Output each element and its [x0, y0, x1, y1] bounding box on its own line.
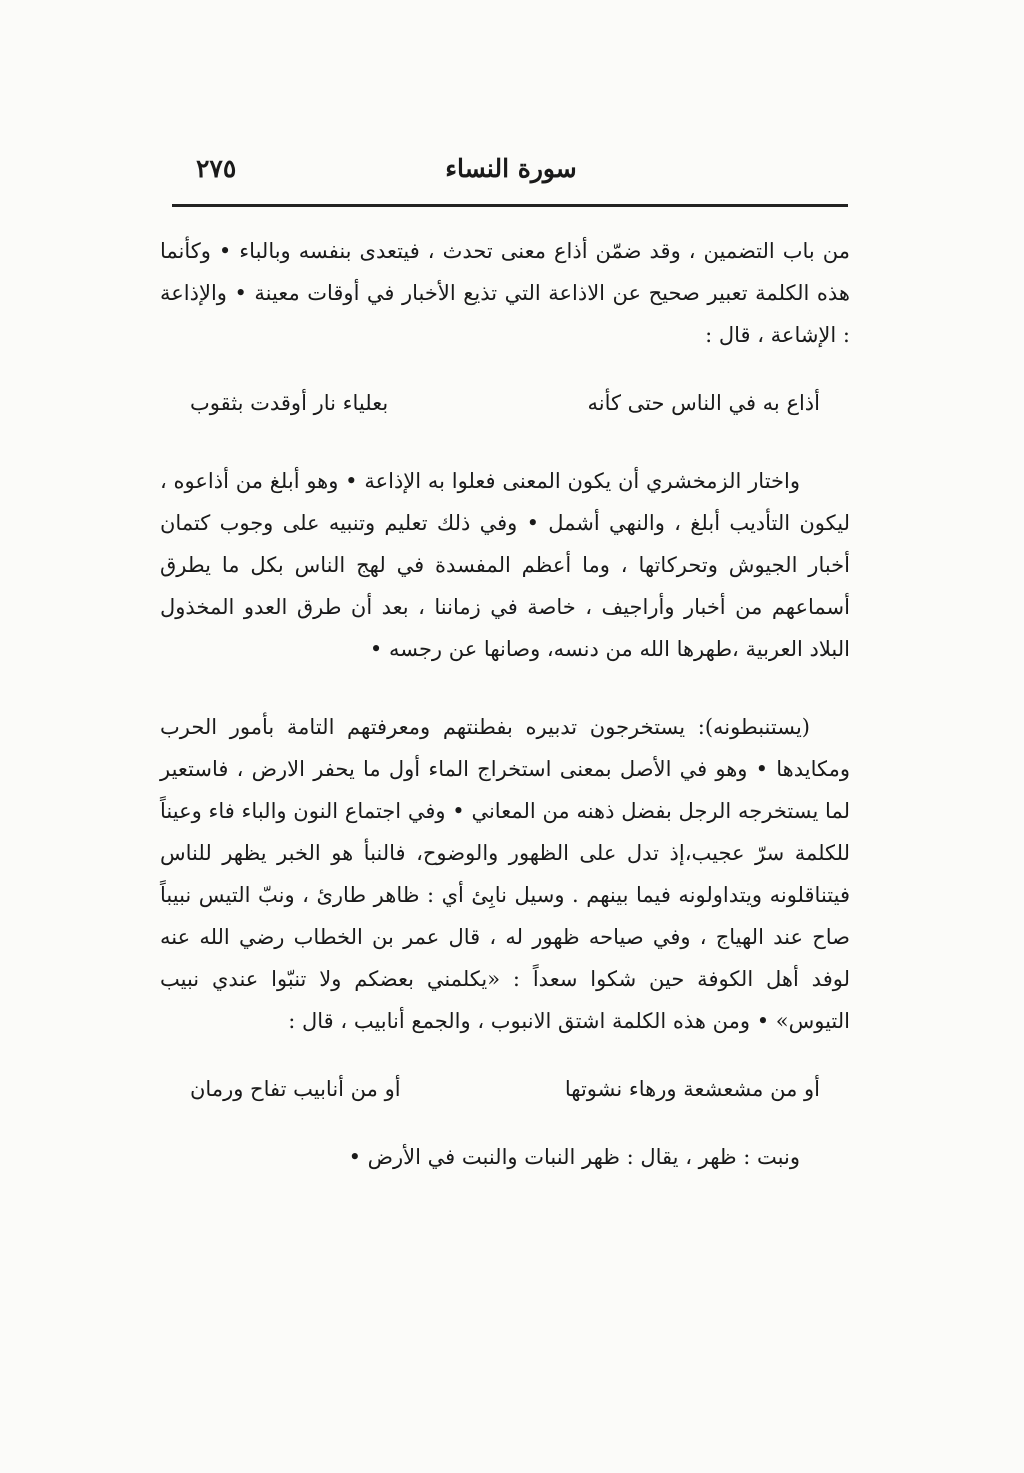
body-text [160, 230, 850, 1178]
header-rule [172, 204, 848, 207]
verse-1-first-hemistich: أذاع به في الناس حتى كأنه [587, 391, 820, 415]
paragraph-1: من باب التضمين ، وقد ضمّن أذاع معنى تحدث ، فيتعدى بنفسه وبالباء • وكأنما هذه الكلمة تعبير صحيح عن الاذاعة التي تذيع الأخبار في أوقات معينة • والإذاعة : الإشاعة ، قال : [160, 239, 850, 347]
verse-2-first-hemistich: أو من مشعشعة ورهاء نشوتها [564, 1077, 820, 1101]
page-number: ٢٧٥ [196, 154, 237, 183]
verse-1-second-hemistich: بعلياء نار أوقدت بثقوب [190, 391, 389, 415]
paragraph-4: ونبت : ظهر ، يقال : ظهر النبات والنبت في الأرض • [348, 1145, 800, 1169]
verse-1 [160, 382, 850, 424]
verse-2-second-hemistich: أو من أنابيب تفاح ورمان [190, 1077, 401, 1101]
paragraph-3: (يستنبطونه): يستخرجون تدبيره بفطنتهم ومعرفتهم التامة بأمور الحرب ومكايدها • وهو في الأصل بمعنى استخراج الماء أول ما يحفر الارض ، فاستعير لما يستخرجه الرجل بفضل ذهنه من المعاني • وفي اجتماع النون والباء فاء وعيناً للكلمة سرّ عجيب،إذ تدل على الظهور والوضوح، فالنبأ هو الخبر يظهر للناس فيتناقلونه ويتداولونه فيما بينهم . وسيل نابِئ أي : ظاهر طارئ ، ونبّ التيس نبيباً صاح عند الهياج ، وفي صياحه ظهور له ، قال عمر بن الخطاب رضي الله عنه لوفد أهل الكوفة حين شكوا سعداً : «يكلمني بعضكم ولا تنبّوا عندي نبيب التيوس» • ومن هذه الكلمة اشتق الانبوب ، والجمع أنابيب ، قال : [160, 715, 850, 1033]
page-header [176, 150, 846, 200]
running-title: سورة النساء [445, 154, 577, 183]
verse-2 [160, 1068, 850, 1110]
paragraph-2: واختار الزمخشري أن يكون المعنى فعلوا به الإذاعة • وهو أبلغ من أذاعوه ، ليكون التأديب أبلغ ، والنهي أشمل • وفي ذلك تعليم وتنبيه على وجوب كتمان أخبار الجيوش وتحركاتها ، وما أعظم المفسدة في لهج الناس بكل ما يطرق أسماعهم من أخبار وأراجيف ، خاصة في زماننا ، بعد أن طرق العدو المخذول البلاد العربية ،طهرها الله من دنسه، وصانها عن رجسه • [160, 469, 850, 661]
